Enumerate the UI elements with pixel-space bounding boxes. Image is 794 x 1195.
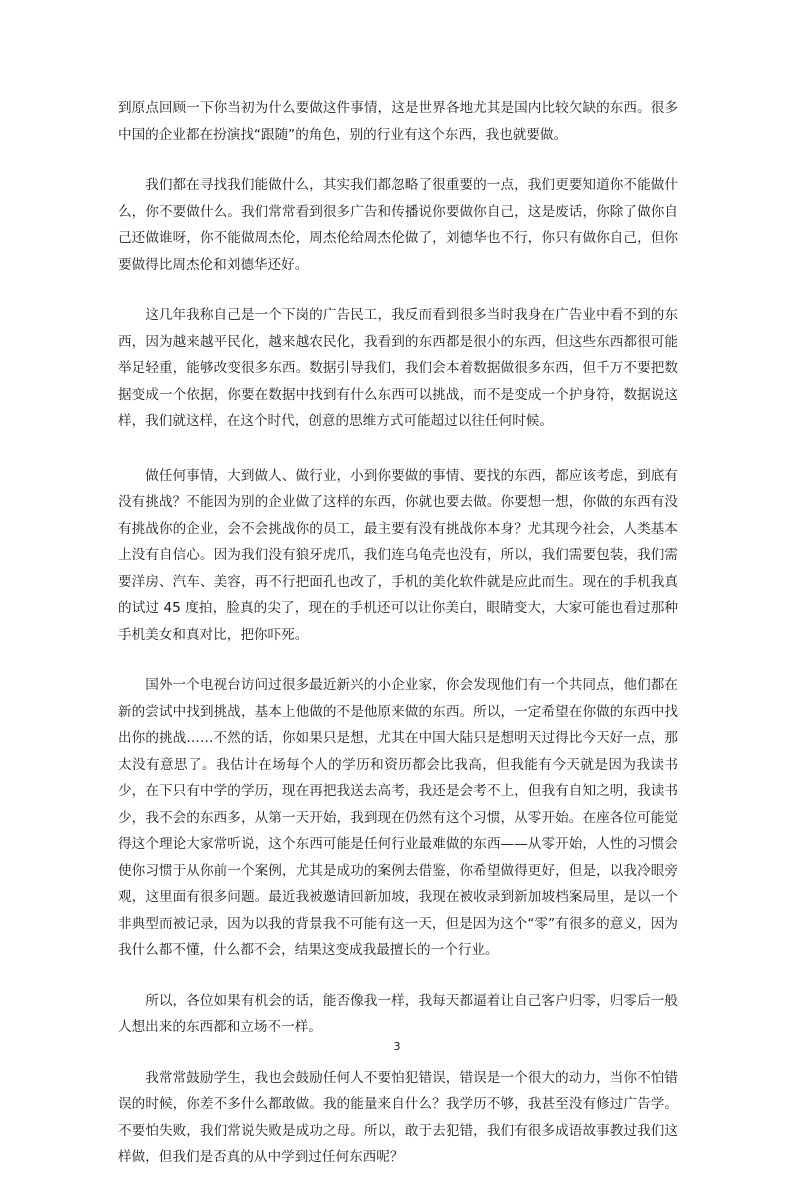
paragraph-3: 这几年我称自己是一个下岗的广告民工，我反而看到很多当时我身在广告业中看不到的东西，因为越来越平民化，越来越农民化，我看到的东西都是很小的东西，但这些东西都很可能举足轻重，能够改变很多东西。数据引导我们，我们会本着数据做很多东西，但千万不要把数据变成一个依据，你要在数据中找到有什么东西可以挑战，而不是变成一个护身符，数据说这样，我们就这样，在这个时代，创意的思维方式可能超过以往任何时候。 [118, 307, 678, 429]
document-page [118, 95, 678, 1195]
paragraph-6: 所以，各位如果有机会的话，能否像我一样，我每天都逼着让自己客户归零，归零后一般人想出来的东西都和立场不一样。 [118, 992, 678, 1035]
paragraph-4: 做任何事情，大到做人、做行业，小到你要做的事情、要找的东西，都应该考虑，到底有没有挑战？不能因为别的企业做了这样的东西，你就也要去做。你要想一想，你做的东西有没有挑战你的企业，会不会挑战你的员工，最主要有没有挑战你本身？尤其现今社会，人类基本上没有自信心。因为我们没有狼牙虎爪，我们连乌龟壳也没有，所以，我们需要包装，我们需要洋房、汽车、美容，再不行把面孔也改了，手机的美化软件就是应此而生。现在的手机我真的试过 45 度拍，脸真的尖了，现在的手机还可以让你美白，眼睛变大，大家可能也看过那种手机美女和真对比，把你吓死。 [118, 467, 678, 643]
paragraph-1: 到原点回顾一下你当初为什么要做这件事情，这是世界各地尤其是国内比较欠缺的东西。很多中国的企业都在扮演找“跟随”的角色，别的行业有这个东西，我也就要做。 [118, 100, 678, 143]
paragraph-5: 国外一个电视台访问过很多最近新兴的小企业家，你会发现他们有一个共同点，他们都在新的尝试中找到挑战，基本上他做的不是他原来做的东西。所以，一定希望在你做的东西中找出你的挑战……不然的话，你如果只是想，尤其在中国大陆只是想明天过得比今天好一点，那太没有意思了。我估计在场每个人的学历和资历都会比我高，但我能有今天就是因为我读书少，在下只有中学的学历，现在再把我送去高考，我还是会考不上，但我有自知之明，我读书少，我不会的东西多，从第一天开始，我到现在仍然有这个习惯，从零开始。在座各位可能觉得这个理论大家常听说，这个东西可能是任何行业最难做的东西——从零开始，人性的习惯会使你习惯于从你前一个案例，尤其是成功的案例去借鉴，你希望做得更好，但是，以我冷眼旁观，这里面有很多问题。最近我被邀请回新加坡，我现在被收录到新加坡档案局里，是以一个非典型而被记录，因为以我的背景我不可能有这一天，但是因为这个“零”有很多的意义，因为我什么都不懂，什么都不会，结果这变成我最擅长的一个行业。 [118, 677, 678, 958]
paragraph-2: 我们都在寻找我们能做什么，其实我们都忽略了很重要的一点，我们更要知道你不能做什么，你不要做什么。我们常常看到很多广告和传播说你要做你自己，这是废话，你除了做你自己还做谁呀，你不能做周杰伦，周杰伦给周杰伦做了，刘德华也不行，你只有做你自己，但你要做得比周杰伦和刘德华还好。 [118, 177, 678, 273]
page-number: 3 [393, 1040, 401, 1053]
paragraph-7: 我常常鼓励学生，我也会鼓励任何人不要怕犯错误，错误是一个很大的动力，当你不怕错误的时候，你差不多什么都敢做。我的能量来自什么？我学历不够，我甚至没有修过广告学。不要怕失败，我们常说失败是成功之母。所以，敢于去犯错，我们有很多成语故事教过我们这样做，但我们是否真的从中学到过任何东西呢？ [118, 1069, 678, 1165]
